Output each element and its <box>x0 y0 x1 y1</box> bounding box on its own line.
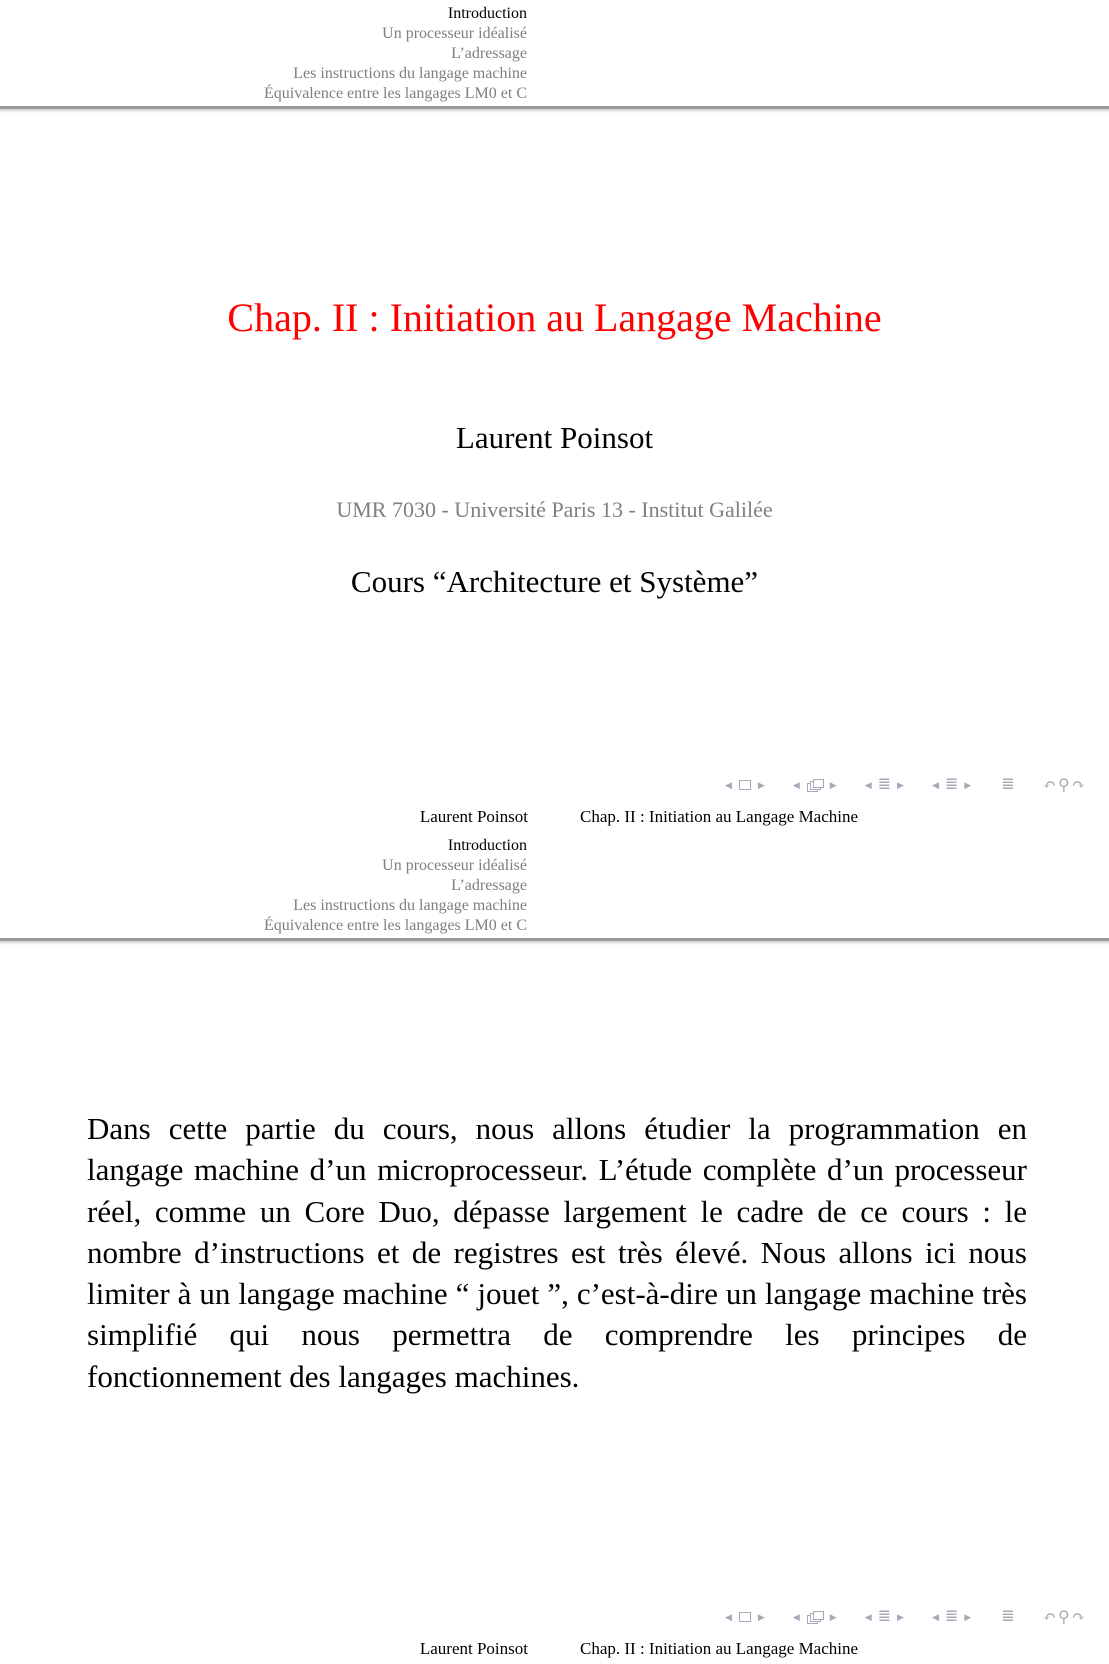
search-icon[interactable]: ⚲ <box>1058 1609 1070 1626</box>
toc-item-introduction[interactable]: Introduction <box>447 837 527 854</box>
prev-section-icon[interactable]: ◀ <box>931 779 939 790</box>
presentation-title: Chap. II : Initiation au Langage Machine <box>227 295 882 340</box>
content-slide <box>0 832 1109 1664</box>
prev-subsection-icon[interactable]: ◀ <box>864 779 872 790</box>
undo-icon[interactable]: ↶ <box>1042 1609 1056 1626</box>
toc-item-processeur[interactable]: Un processeur idéalisé <box>382 25 527 42</box>
presentation-author: Laurent Poinsot <box>455 420 654 455</box>
next-section-icon[interactable]: ▶ <box>964 1611 972 1622</box>
section-navigation <box>0 4 527 104</box>
footer-title: Chap. II : Initiation au Langage Machine <box>580 807 859 826</box>
document-icon[interactable]: ≣ <box>1001 776 1015 793</box>
subsection-icon[interactable]: ≣ <box>877 776 892 793</box>
navigation-bar <box>722 1608 1102 1626</box>
header-divider <box>0 938 1109 945</box>
next-subsection-icon[interactable]: ▶ <box>897 1611 904 1622</box>
toc-item-adressage[interactable]: L’adressage <box>451 877 527 894</box>
toc-item-instructions[interactable]: Les instructions du langage machine <box>293 897 527 914</box>
frame-icon[interactable] <box>807 1611 823 1623</box>
footer-author: Laurent Poinsot <box>419 1639 528 1658</box>
toc-item-instructions[interactable]: Les instructions du langage machine <box>293 65 527 82</box>
next-frame-icon[interactable]: ▶ <box>829 1611 837 1622</box>
prev-frame-icon[interactable]: ◀ <box>792 1611 800 1622</box>
next-slide-icon[interactable]: ▶ <box>757 779 765 790</box>
slide-body-text: Dans cette partie du cours, nous allons étudier la programmation en langage machine d’un microprocesseur. L’étude complète d’un processeur réel, comme un Core Duo, dépasse largement le cadre de ce cours : le nombre d’instructions et de registres est très élevé. Nous allons ici nous limiter à un langage machine “ jouet ”, c’est-à-dire un langage machine très simplifié qui nous permettra de comprendre les principes de fonctionnement des langages machines. <box>87 1111 1027 1394</box>
footer-title: Chap. II : Initiation au Langage Machine <box>580 1639 859 1658</box>
prev-slide-icon[interactable]: ◀ <box>725 1611 732 1622</box>
presentation-institute: UMR 7030 - Université Paris 13 - Institut Galilée <box>336 497 773 522</box>
prev-subsection-icon[interactable]: ◀ <box>864 1611 872 1622</box>
next-subsection-icon[interactable]: ▶ <box>897 779 904 790</box>
presentation-course: Cours “Architecture et Système” <box>350 564 759 599</box>
redo-icon[interactable]: ↷ <box>1071 1609 1086 1626</box>
next-section-icon[interactable]: ▶ <box>964 779 972 790</box>
slide-icon[interactable] <box>739 1612 751 1622</box>
subsection-icon[interactable]: ≣ <box>877 1608 892 1625</box>
toc-item-introduction[interactable]: Introduction <box>447 5 527 22</box>
section-icon[interactable]: ≣ <box>944 1608 959 1625</box>
slide-icon[interactable] <box>739 780 751 790</box>
navigation-bar <box>722 776 1102 794</box>
section-navigation <box>0 836 527 936</box>
search-icon[interactable]: ⚲ <box>1058 777 1070 794</box>
next-slide-icon[interactable]: ▶ <box>757 1611 765 1622</box>
prev-section-icon[interactable]: ◀ <box>931 1611 939 1622</box>
undo-icon[interactable]: ↶ <box>1042 777 1056 794</box>
toc-item-equivalence[interactable]: Équivalence entre les langages LM0 et C <box>263 85 527 102</box>
frame-icon[interactable] <box>807 779 823 791</box>
toc-item-equivalence[interactable]: Équivalence entre les langages LM0 et C <box>263 917 527 934</box>
toc-item-processeur[interactable]: Un processeur idéalisé <box>382 857 527 874</box>
footer-author: Laurent Poinsot <box>419 807 528 826</box>
document-icon[interactable]: ≣ <box>1001 1608 1015 1625</box>
section-icon[interactable]: ≣ <box>944 776 959 793</box>
next-frame-icon[interactable]: ▶ <box>829 779 837 790</box>
header-divider <box>0 106 1109 113</box>
prev-slide-icon[interactable]: ◀ <box>725 779 732 790</box>
prev-frame-icon[interactable]: ◀ <box>792 779 800 790</box>
redo-icon[interactable]: ↷ <box>1071 777 1086 794</box>
toc-item-adressage[interactable]: L’adressage <box>451 45 527 62</box>
